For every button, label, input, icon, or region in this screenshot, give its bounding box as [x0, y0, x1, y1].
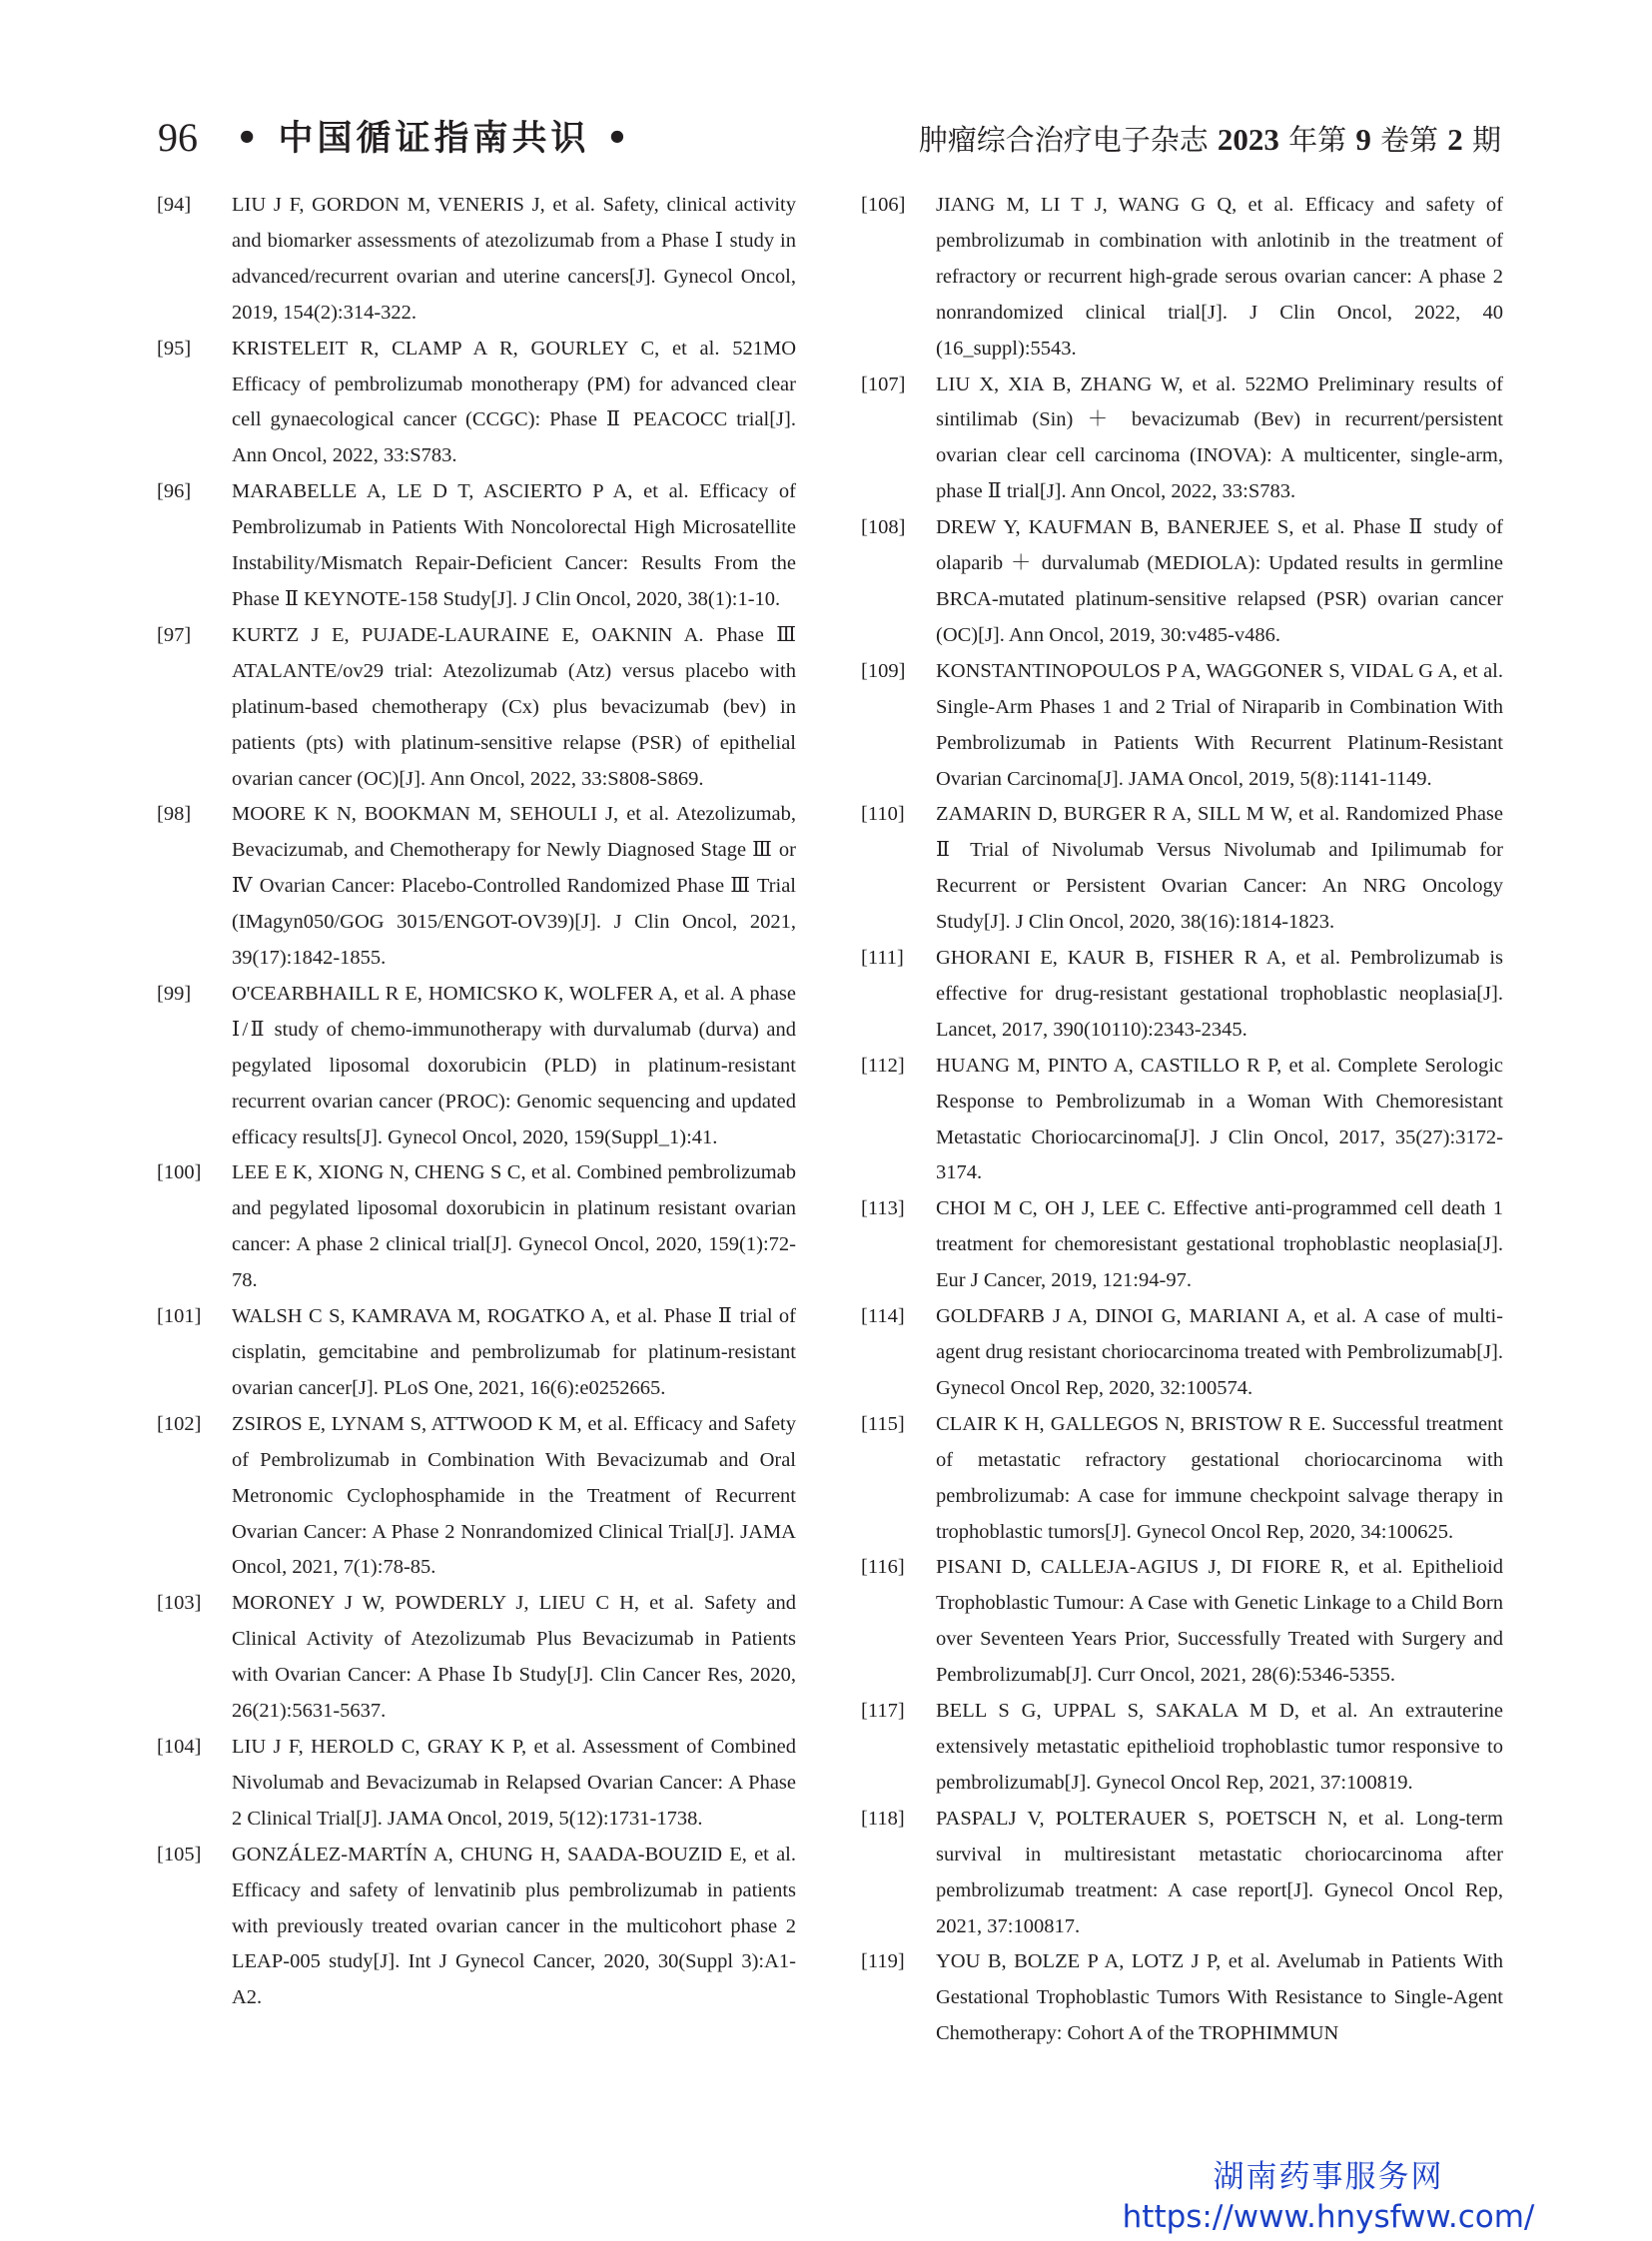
reference-number: [99]	[157, 982, 192, 1005]
reference-text: ZSIROS E, LYNAM S, ATTWOOD K M, et al. Efficacy and Safety of Pembrolizumab in Combination With Bevacizumab and Oral Metronomic Cyclophosphamide in the Treatment of Recurrent Ovarian Cancer: A Phase 2 Nonrandomized Clinical Trial[J]. JAMA Oncol, 2021, 7(1):78-85.	[232, 1412, 796, 1579]
reference-text: MARABELLE A, LE D T, ASCIERTO P A, et al. Efficacy of Pembrolizumab in Patients With Noncolorectal High Microsatellite Instability/Mismatch Repair-Deficient Cancer: Results From the Phase Ⅱ KEYNOTE-158 Study[J]. J Clin Oncol, 2020, 38(1):1-10.	[232, 480, 796, 610]
reference-number: [107]	[861, 373, 906, 395]
reference-item	[157, 474, 796, 618]
journal-volume-label: 卷第	[1370, 123, 1448, 157]
reference-text: YOU B, BOLZE P A, LOTZ J P, et al. Avelumab in Patients With Gestational Trophoblastic Tumors With Resistance to Single-Agent Chemotherapy: Cohort A of the TROPHIMMUN	[936, 1950, 1503, 2045]
reference-item	[157, 1838, 796, 2017]
reference-number: [117]	[861, 1700, 905, 1723]
reference-text: GONZÁLEZ-MARTÍN A, CHUNG H, SAADA-BOUZID E, et al. Efficacy and safety of lenvatinib plus pembrolizumab in patients with previously treated ovarian cancer in the multicohort phase 2 LEAP-005 study[J]. Int J Gynecol Cancer, 2020, 30(Suppl 3):A1-A2.	[232, 1843, 796, 2009]
reference-item	[861, 368, 1503, 511]
reference-item	[861, 1802, 1503, 1945]
reference-item	[861, 1407, 1503, 1551]
reference-column-left	[157, 188, 796, 2016]
reference-item	[861, 941, 1503, 1049]
reference-number: [109]	[861, 659, 906, 682]
reference-item	[157, 1299, 796, 1407]
journal-name: 肿瘤综合治疗电子杂志	[918, 123, 1218, 157]
page-header	[158, 108, 1501, 168]
reference-item	[157, 1586, 796, 1730]
reference-text: LIU J F, HEROLD C, GRAY K P, et al. Assessment of Combined Nivolumab and Bevacizumab in Relapsed Ovarian Cancer: A Phase 2 Clinical Trial[J]. JAMA Oncol, 2019, 5(12):1731-1738.	[232, 1735, 796, 1830]
reference-text: ZAMARIN D, BURGER R A, SILL M W, et al. Randomized Phase Ⅱ Trial of Nivolumab Versus Nivolumab and Ipilimumab for Recurrent or Persistent Ovarian Cancer: An NRG Oncology Study[J]. J Clin Oncol, 2020, 38(16):1814-1823.	[936, 803, 1503, 934]
reference-text: HUANG M, PINTO A, CASTILLO R P, et al. Complete Serologic Response to Pembrolizumab in a Woman With Chemoresistant Metastatic Choriocarcinoma[J]. J Clin Oncol, 2017, 35(27):3172-3174.	[936, 1054, 1503, 1184]
reference-column-right	[861, 188, 1503, 2052]
reference-item	[157, 188, 796, 332]
journal-issue-label: 期	[1462, 123, 1501, 157]
reference-number: [108]	[861, 516, 906, 539]
reference-item	[861, 1944, 1503, 2052]
journal-title	[919, 116, 1501, 164]
reference-number: [100]	[157, 1161, 202, 1184]
reference-number: [115]	[861, 1412, 905, 1435]
watermark-site-name: 湖南药事服务网	[1213, 2159, 1444, 2195]
reference-number: [104]	[157, 1735, 202, 1758]
reference-number: [94]	[157, 194, 192, 216]
reference-text: PISANI D, CALLEJA-AGIUS J, DI FIORE R, et al. Epithelioid Trophoblastic Tumour: A Case with Genetic Linkage to a Child Born over Seventeen Years Prior, Successfully Treated with Surgery and Pembrolizumab[J]. Curr Oncol, 2021, 28(6):5346-5355.	[936, 1556, 1503, 1687]
reference-item	[157, 797, 796, 977]
reference-number: [116]	[861, 1556, 905, 1579]
reference-number: [112]	[861, 1054, 905, 1077]
reference-text: O'CEARBHAILL R E, HOMICSKO K, WOLFER A, et al. A phase Ⅰ/Ⅱ study of chemo-immunotherapy with durvalumab (durva) and pegylated liposomal doxorubicin (PLD) in platinum-resistant recurrent ovarian cancer (PROC): Genomic sequencing and updated efficacy results[J]. Gynecol Oncol, 2020, 159(Suppl_1):41.	[232, 982, 796, 1148]
reference-item	[861, 654, 1503, 798]
reference-number: [103]	[157, 1592, 202, 1615]
reference-text: GOLDFARB J A, DINOI G, MARIANI A, et al. A case of multi-agent drug resistant choriocarcinoma treated with Pembrolizumab[J]. Gynecol Oncol Rep, 2020, 32:100574.	[936, 1305, 1503, 1399]
reference-item	[157, 1730, 796, 1838]
section-title: • 中国循证指南共识 •	[236, 118, 633, 159]
reference-item	[861, 188, 1503, 368]
reference-text: KRISTELEIT R, CLAMP A R, GOURLEY C, et al. 521MO Efficacy of pembrolizumab monotherapy (PM) for advanced clear cell gynaecological cancer (CCGC): Phase Ⅱ PEACOCC trial[J]. Ann Oncol, 2022, 33:S783.	[232, 337, 796, 467]
reference-text: MOORE K N, BOOKMAN M, SEHOULI J, et al. Atezolizumab, Bevacizumab, and Chemotherapy for Newly Diagnosed Stage Ⅲ or Ⅳ Ovarian Cancer: Placebo-Controlled Randomized Phase Ⅲ Trial (IMagyn050/GOG 3015/ENGOT-OV39)[J]. J Clin Oncol, 2021, 39(17):1842-1855.	[232, 803, 796, 970]
reference-number: [105]	[157, 1843, 202, 1866]
reference-item	[861, 1299, 1503, 1407]
reference-number: [96]	[157, 480, 192, 503]
reference-item	[157, 977, 796, 1156]
reference-text: CLAIR K H, GALLEGOS N, BRISTOW R E. Successful treatment of metastatic refractory gestational choriocarcinoma with pembrolizumab: A case for immune checkpoint salvage therapy in trophoblastic tumors[J]. Gynecol Oncol Rep, 2020, 34:100625.	[936, 1412, 1503, 1543]
reference-item	[861, 1049, 1503, 1192]
reference-number: [119]	[861, 1950, 905, 1973]
reference-number: [95]	[157, 337, 192, 360]
reference-text: CHOI M C, OH J, LEE C. Effective anti-programmed cell death 1 treatment for chemoresistant gestational trophoblastic neoplasia[J]. Eur J Cancer, 2019, 121:94-97.	[936, 1197, 1503, 1292]
reference-text: JIANG M, LI T J, WANG G Q, et al. Efficacy and safety of pembrolizumab in combination with anlotinib in the treatment of refractory or recurrent high-grade serous ovarian cancer: A phase 2 nonrandomized clinical trial[J]. J Clin Oncol, 2022, 40 (16_suppl):5543.	[936, 194, 1503, 360]
reference-item	[861, 797, 1503, 941]
reference-number: [111]	[861, 947, 904, 970]
reference-item	[157, 618, 796, 798]
reference-number: [114]	[861, 1305, 905, 1328]
reference-text: GHORANI E, KAUR B, FISHER R A, et al. Pembrolizumab is effective for drug-resistant gestational trophoblastic neoplasia[J]. Lancet, 2017, 390(10110):2343-2345.	[936, 947, 1503, 1041]
reference-number: [98]	[157, 803, 192, 826]
reference-number: [106]	[861, 194, 906, 216]
journal-issue: 2	[1447, 122, 1463, 157]
reference-number: [101]	[157, 1305, 202, 1328]
reference-number: [110]	[861, 803, 905, 826]
reference-number: [102]	[157, 1412, 202, 1435]
reference-item	[861, 1694, 1503, 1802]
reference-text: KURTZ J E, PUJADE-LAURAINE E, OAKNIN A. Phase Ⅲ ATALANTE/ov29 trial: Atezolizumab (Atz) versus placebo with platinum-based chemotherapy (Cx) plus bevacizumab (bev) in patients (pts) with platinum-sensitive relapse (PSR) of epithelial ovarian cancer (OC)[J]. Ann Oncol, 2022, 33:S808-S869.	[232, 623, 796, 790]
reference-text: WALSH C S, KAMRAVA M, ROGATKO A, et al. Phase Ⅱ trial of cisplatin, gemcitabine and pembrolizumab for platinum-resistant ovarian cancer[J]. PLoS One, 2021, 16(6):e0252665.	[232, 1305, 796, 1399]
reference-text: MORONEY J W, POWDERLY J, LIEU C H, et al. Safety and Clinical Activity of Atezolizumab Plus Bevacizumab in Patients with Ovarian Cancer: A Phase Ⅰb Study[J]. Clin Cancer Res, 2020, 26(21):5631-5637.	[232, 1592, 796, 1723]
journal-volume: 9	[1355, 122, 1371, 157]
reference-number: [97]	[157, 623, 192, 646]
reference-number: [113]	[861, 1197, 905, 1220]
reference-item	[861, 1191, 1503, 1299]
reference-text: LIU X, XIA B, ZHANG W, et al. 522MO Preliminary results of sintilimab (Sin) ＋ bevacizumab (Bev) in recurrent/persistent ovarian clear cell carcinoma (INOVA): A multicenter, single-arm, phase Ⅱ trial[J]. Ann Oncol, 2022, 33:S783.	[936, 373, 1503, 503]
watermark-url[interactable]: https://www.hnysfww.com/	[1122, 2199, 1535, 2235]
reference-item	[157, 1155, 796, 1299]
reference-number: [118]	[861, 1807, 905, 1830]
reference-text: PASPALJ V, POLTERAUER S, POETSCH N, et al. Long-term survival in multiresistant metastatic choriocarcinoma after pembrolizumab treatment: A case report[J]. Gynecol Oncol Rep, 2021, 37:100817.	[936, 1807, 1503, 1937]
journal-year: 2023	[1217, 122, 1279, 157]
reference-text: KONSTANTINOPOULOS P A, WAGGONER S, VIDAL G A, et al. Single-Arm Phases 1 and 2 Trial of Niraparib in Combination With Pembrolizumab in Patients With Recurrent Platinum-Resistant Ovarian Carcinoma[J]. JAMA Oncol, 2019, 5(8):1141-1149.	[936, 659, 1503, 790]
journal-year-label: 年第	[1278, 123, 1356, 157]
reference-text: DREW Y, KAUFMAN B, BANERJEE S, et al. Phase Ⅱ study of olaparib ＋ durvalumab (MEDIOLA): Updated results in germline BRCA-mutated platinum-sensitive relapsed (PSR) ovarian cancer (OC)[J]. Ann Oncol, 2019, 30:v485-v486.	[936, 516, 1503, 646]
reference-text: LEE E K, XIONG N, CHENG S C, et al. Combined pembrolizumab and pegylated liposomal doxorubicin in platinum resistant ovarian cancer: A phase 2 clinical trial[J]. Gynecol Oncol, 2020, 159(1):72-78.	[232, 1161, 796, 1292]
reference-item	[861, 510, 1503, 654]
reference-item	[157, 1407, 796, 1587]
reference-text: LIU J F, GORDON M, VENERIS J, et al. Safety, clinical activity and biomarker assessments of atezolizumab from a Phase Ⅰ study in advanced/recurrent ovarian and uterine cancers[J]. Gynecol Oncol, 2019, 154(2):314-322.	[232, 194, 796, 324]
reference-item	[861, 1550, 1503, 1694]
reference-text: BELL S G, UPPAL S, SAKALA M D, et al. An extrauterine extensively metastatic epithelioid trophoblastic tumor responsive to pembrolizumab[J]. Gynecol Oncol Rep, 2021, 37:100819.	[936, 1700, 1503, 1794]
watermark	[1119, 2157, 1538, 2237]
page-number: 96	[158, 115, 198, 160]
reference-item	[157, 332, 796, 475]
